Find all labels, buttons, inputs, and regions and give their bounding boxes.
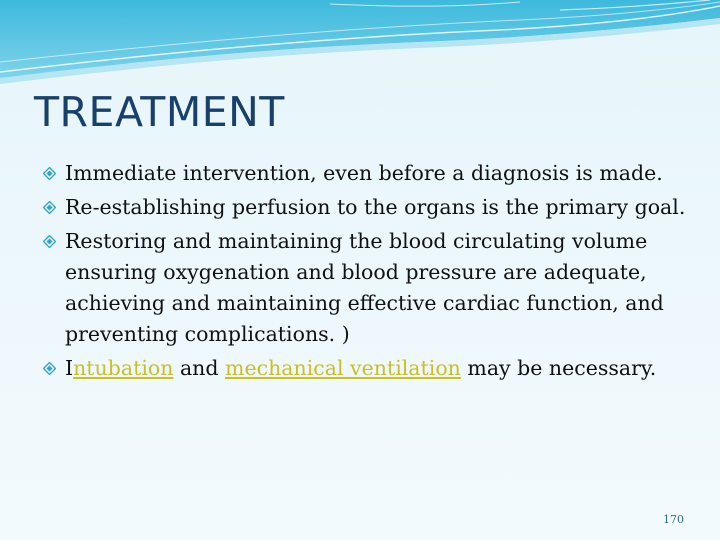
bullet-item <box>38 353 688 384</box>
header-wave-decoration <box>0 0 720 90</box>
page-number: 170 <box>663 513 684 526</box>
diamond-bullet-icon <box>43 235 56 248</box>
diamond-bullet-icon <box>43 201 56 214</box>
bullet-item <box>38 226 688 350</box>
bullet-text-tail: may be necessary. <box>460 356 657 380</box>
bullet-item <box>38 192 688 223</box>
bullet-text-mid: and <box>173 356 226 380</box>
diamond-bullet-icon <box>43 362 56 375</box>
bullet-list <box>38 158 688 387</box>
bullet-item <box>38 158 688 189</box>
diamond-bullet-icon <box>43 167 56 180</box>
slide-title: TREATMENT <box>34 88 285 136</box>
bullet-text: Immediate intervention, even before a diagnosis is made. <box>65 161 663 185</box>
bullet-text-lead: I <box>65 356 74 380</box>
mechanical-ventilation-link[interactable]: mechanical ventilation <box>225 356 461 380</box>
bullet-text: Re-establishing perfusion to the organs is the primary goal. <box>65 195 686 219</box>
bullet-text: Restoring and maintaining the blood circulating volume ensuring oxygenation and blood pressure are adequate, achieving and maintaining effective cardiac function, and preventing complications. ) <box>65 229 664 346</box>
intubation-link[interactable]: ntubation <box>73 356 174 380</box>
